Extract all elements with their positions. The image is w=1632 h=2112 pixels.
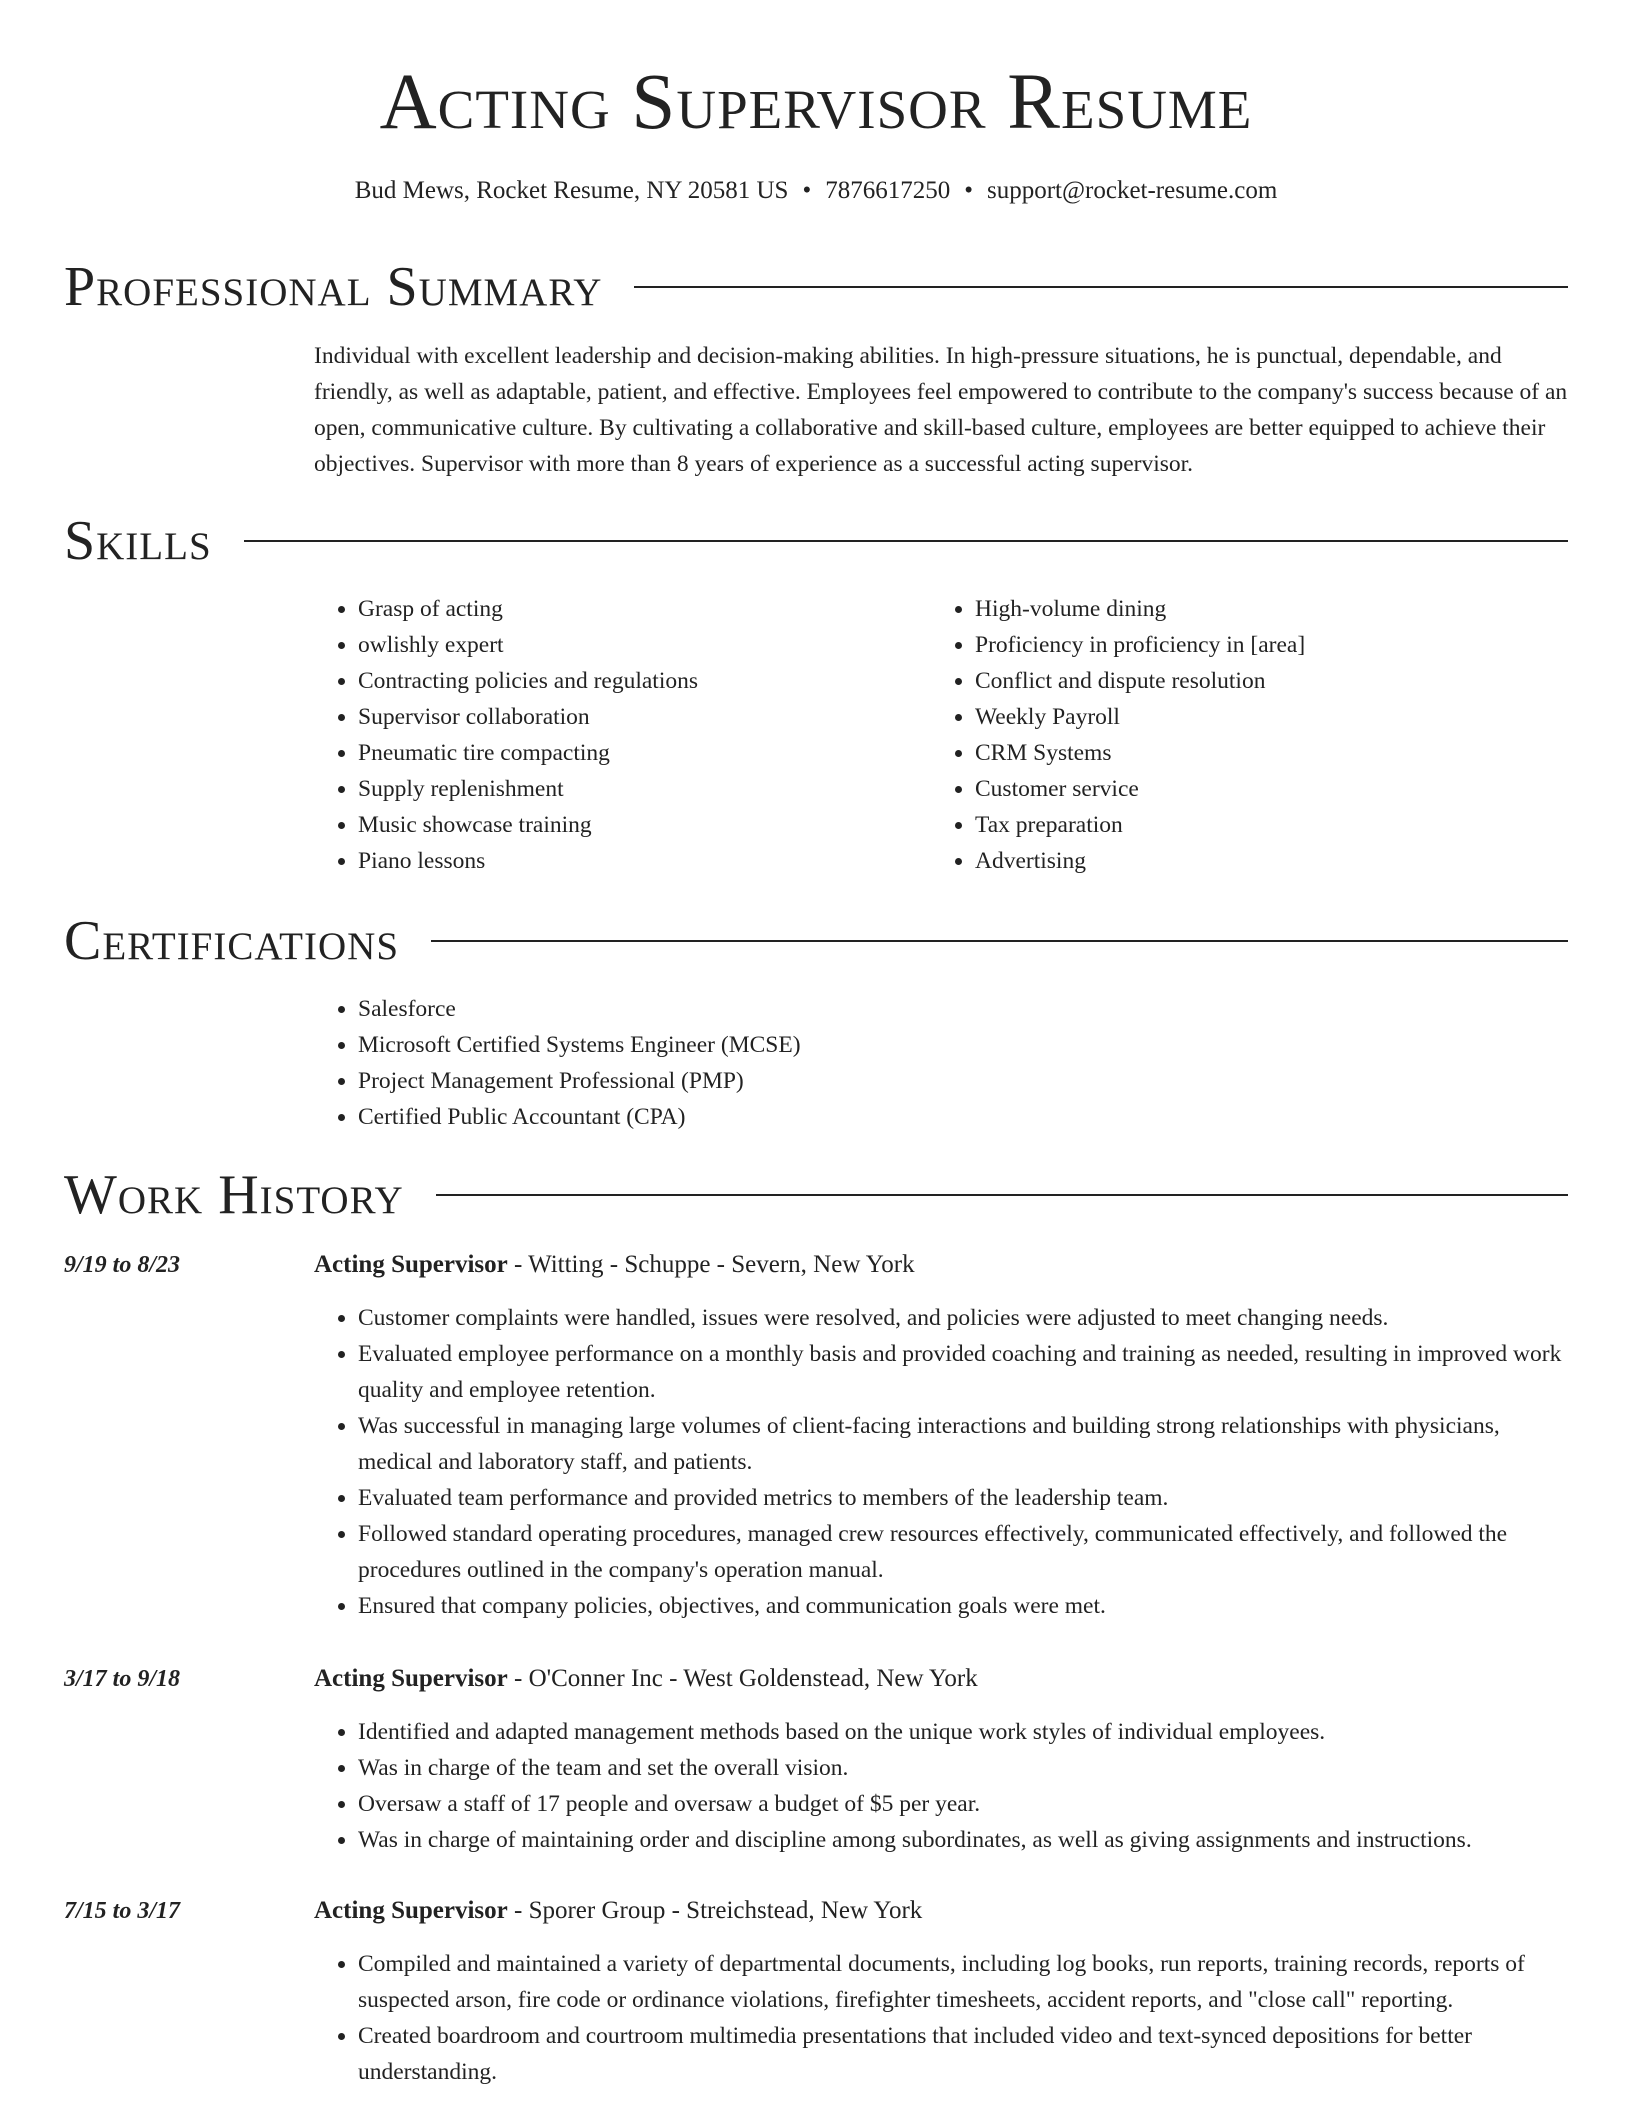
certification-item: • Salesforce <box>358 991 1570 1027</box>
job-entry <box>314 1247 1570 1624</box>
certifications-heading: Certifications <box>64 910 400 972</box>
resume-title: Acting Supervisor Resume <box>379 59 1253 146</box>
summary-heading: Professional Summary <box>64 256 603 318</box>
skill-item: • Supervisor collaboration <box>358 699 931 735</box>
job-title: Acting Supervisor <box>314 1897 508 1924</box>
job-dates: 7/15 to 3/17 <box>64 1898 181 1924</box>
skills-column-left <box>314 591 931 879</box>
certification-item: • Project Management Professional (PMP) <box>358 1063 1570 1099</box>
section-divider <box>244 540 1568 542</box>
skill-item: • High-volume dining <box>975 591 1548 627</box>
contact-address: Bud Mews, Rocket Resume, NY 20581 US <box>354 177 789 204</box>
contact-email[interactable]: support@rocket-resume.com <box>987 177 1278 204</box>
skill-item: • Piano lessons <box>358 843 931 879</box>
job-employer-location: - Sporer Group - Streichstead, New York <box>507 1897 923 1924</box>
skill-item: • Proficiency in proficiency in [area] <box>975 627 1548 663</box>
job-bullet: • Followed standard operating procedures, managed crew resources effectively, communicated effectively, and followed the procedures outlined in the company's operation manual. <box>358 1516 1570 1588</box>
skill-item: • Supply replenishment <box>358 771 931 807</box>
skill-item: • CRM Systems <box>975 735 1548 771</box>
work-history-heading: Work History <box>64 1164 404 1226</box>
job-title: Acting Supervisor <box>314 1665 508 1692</box>
job-bullet: • Oversaw a staff of 17 people and oversaw a budget of $5 per year. <box>358 1786 1570 1822</box>
job-dates: 3/17 to 9/18 <box>64 1666 181 1692</box>
skills-column-right <box>931 591 1548 879</box>
job-heading <box>314 1247 1570 1283</box>
skills-heading: Skills <box>64 510 212 572</box>
section-divider <box>436 1194 1568 1196</box>
job-employer-location: - Witting - Schuppe - Severn, New York <box>507 1251 915 1278</box>
certification-item: • Microsoft Certified Systems Engineer (MCSE) <box>358 1027 1570 1063</box>
contact-separator: • <box>802 177 812 204</box>
skills-section-header <box>64 508 1568 574</box>
summary-text: Individual with excellent leadership and decision-making abilities. In high-pressure situations, he is punctual, dependable, and friendly, as well as adaptable, patient, and effective. Employees feel empowered to contribute to the company's success because of an open, communicative culture. By cultivating a collaborative and skill-based culture, employees are better equipped to achieve their objectives. Supervisor with more than 8 years of experience as a successful acting supervisor. <box>314 343 1568 477</box>
job-bullet: • Evaluated team performance and provided metrics to members of the leadership team. <box>358 1480 1570 1516</box>
skill-item: • Grasp of acting <box>358 591 931 627</box>
skill-item: • Advertising <box>975 843 1548 879</box>
contact-phone[interactable]: 7876617250 <box>825 177 951 204</box>
skill-item: • Tax preparation <box>975 807 1548 843</box>
skill-item: • Conflict and dispute resolution <box>975 663 1548 699</box>
job-employer-location: - O'Conner Inc - West Goldenstead, New York <box>507 1665 978 1692</box>
job-title: Acting Supervisor <box>314 1251 508 1278</box>
skill-item: • Pneumatic tire compacting <box>358 735 931 771</box>
job-heading <box>314 1893 1570 1929</box>
job-bullet: • Was in charge of maintaining order and discipline among subordinates, as well as giving assignments and instructions. <box>358 1822 1570 1858</box>
job-bullet: • Evaluated employee performance on a monthly basis and provided coaching and training as needed, resulting in improved work quality and employee retention. <box>358 1336 1570 1408</box>
job-bullet: • Compiled and maintained a variety of departmental documents, including log books, run reports, training records, reports of suspected arson, fire code or ordinance violations, firefighter timesheets, accident reports, and "close call" reporting. <box>358 1946 1570 2018</box>
work-history-section-header <box>64 1162 1568 1228</box>
job-bullet: • Customer complaints were handled, issues were resolved, and policies were adjusted to meet changing needs. <box>358 1300 1570 1336</box>
skill-item: • Contracting policies and regulations <box>358 663 931 699</box>
job-bullet: • Ensured that company policies, objectives, and communication goals were met. <box>358 1588 1570 1624</box>
job-heading <box>314 1661 1570 1697</box>
section-divider <box>431 940 1568 942</box>
skill-item: • Music showcase training <box>358 807 931 843</box>
summary-section-header <box>64 254 1568 320</box>
section-divider <box>634 286 1568 288</box>
job-bullet: • Was in charge of the team and set the overall vision. <box>358 1750 1570 1786</box>
skills-body <box>314 591 1570 879</box>
certification-item: • Certified Public Accountant (CPA) <box>358 1099 1570 1135</box>
job-dates: 9/19 to 8/23 <box>64 1252 181 1278</box>
job-bullet: • Created boardroom and courtroom multimedia presentations that included video and text-synced depositions for better understanding. <box>358 2018 1570 2090</box>
summary-body <box>314 338 1570 482</box>
job-bullet: • Identified and adapted management methods based on the unique work styles of individual employees. <box>358 1714 1570 1750</box>
skill-item: • Weekly Payroll <box>975 699 1548 735</box>
job-entry <box>314 1661 1570 1858</box>
certifications-body <box>314 991 1570 1135</box>
skill-item: • Customer service <box>975 771 1548 807</box>
skill-item: • owlishly expert <box>358 627 931 663</box>
contact-separator: • <box>964 177 973 204</box>
contact-line <box>0 174 1632 208</box>
job-bullet: • Was successful in managing large volumes of client-facing interactions and building strong relationships with physicians, medical and laboratory staff, and patients. <box>358 1408 1570 1480</box>
certifications-section-header <box>64 908 1568 974</box>
job-entry <box>314 1893 1570 2090</box>
